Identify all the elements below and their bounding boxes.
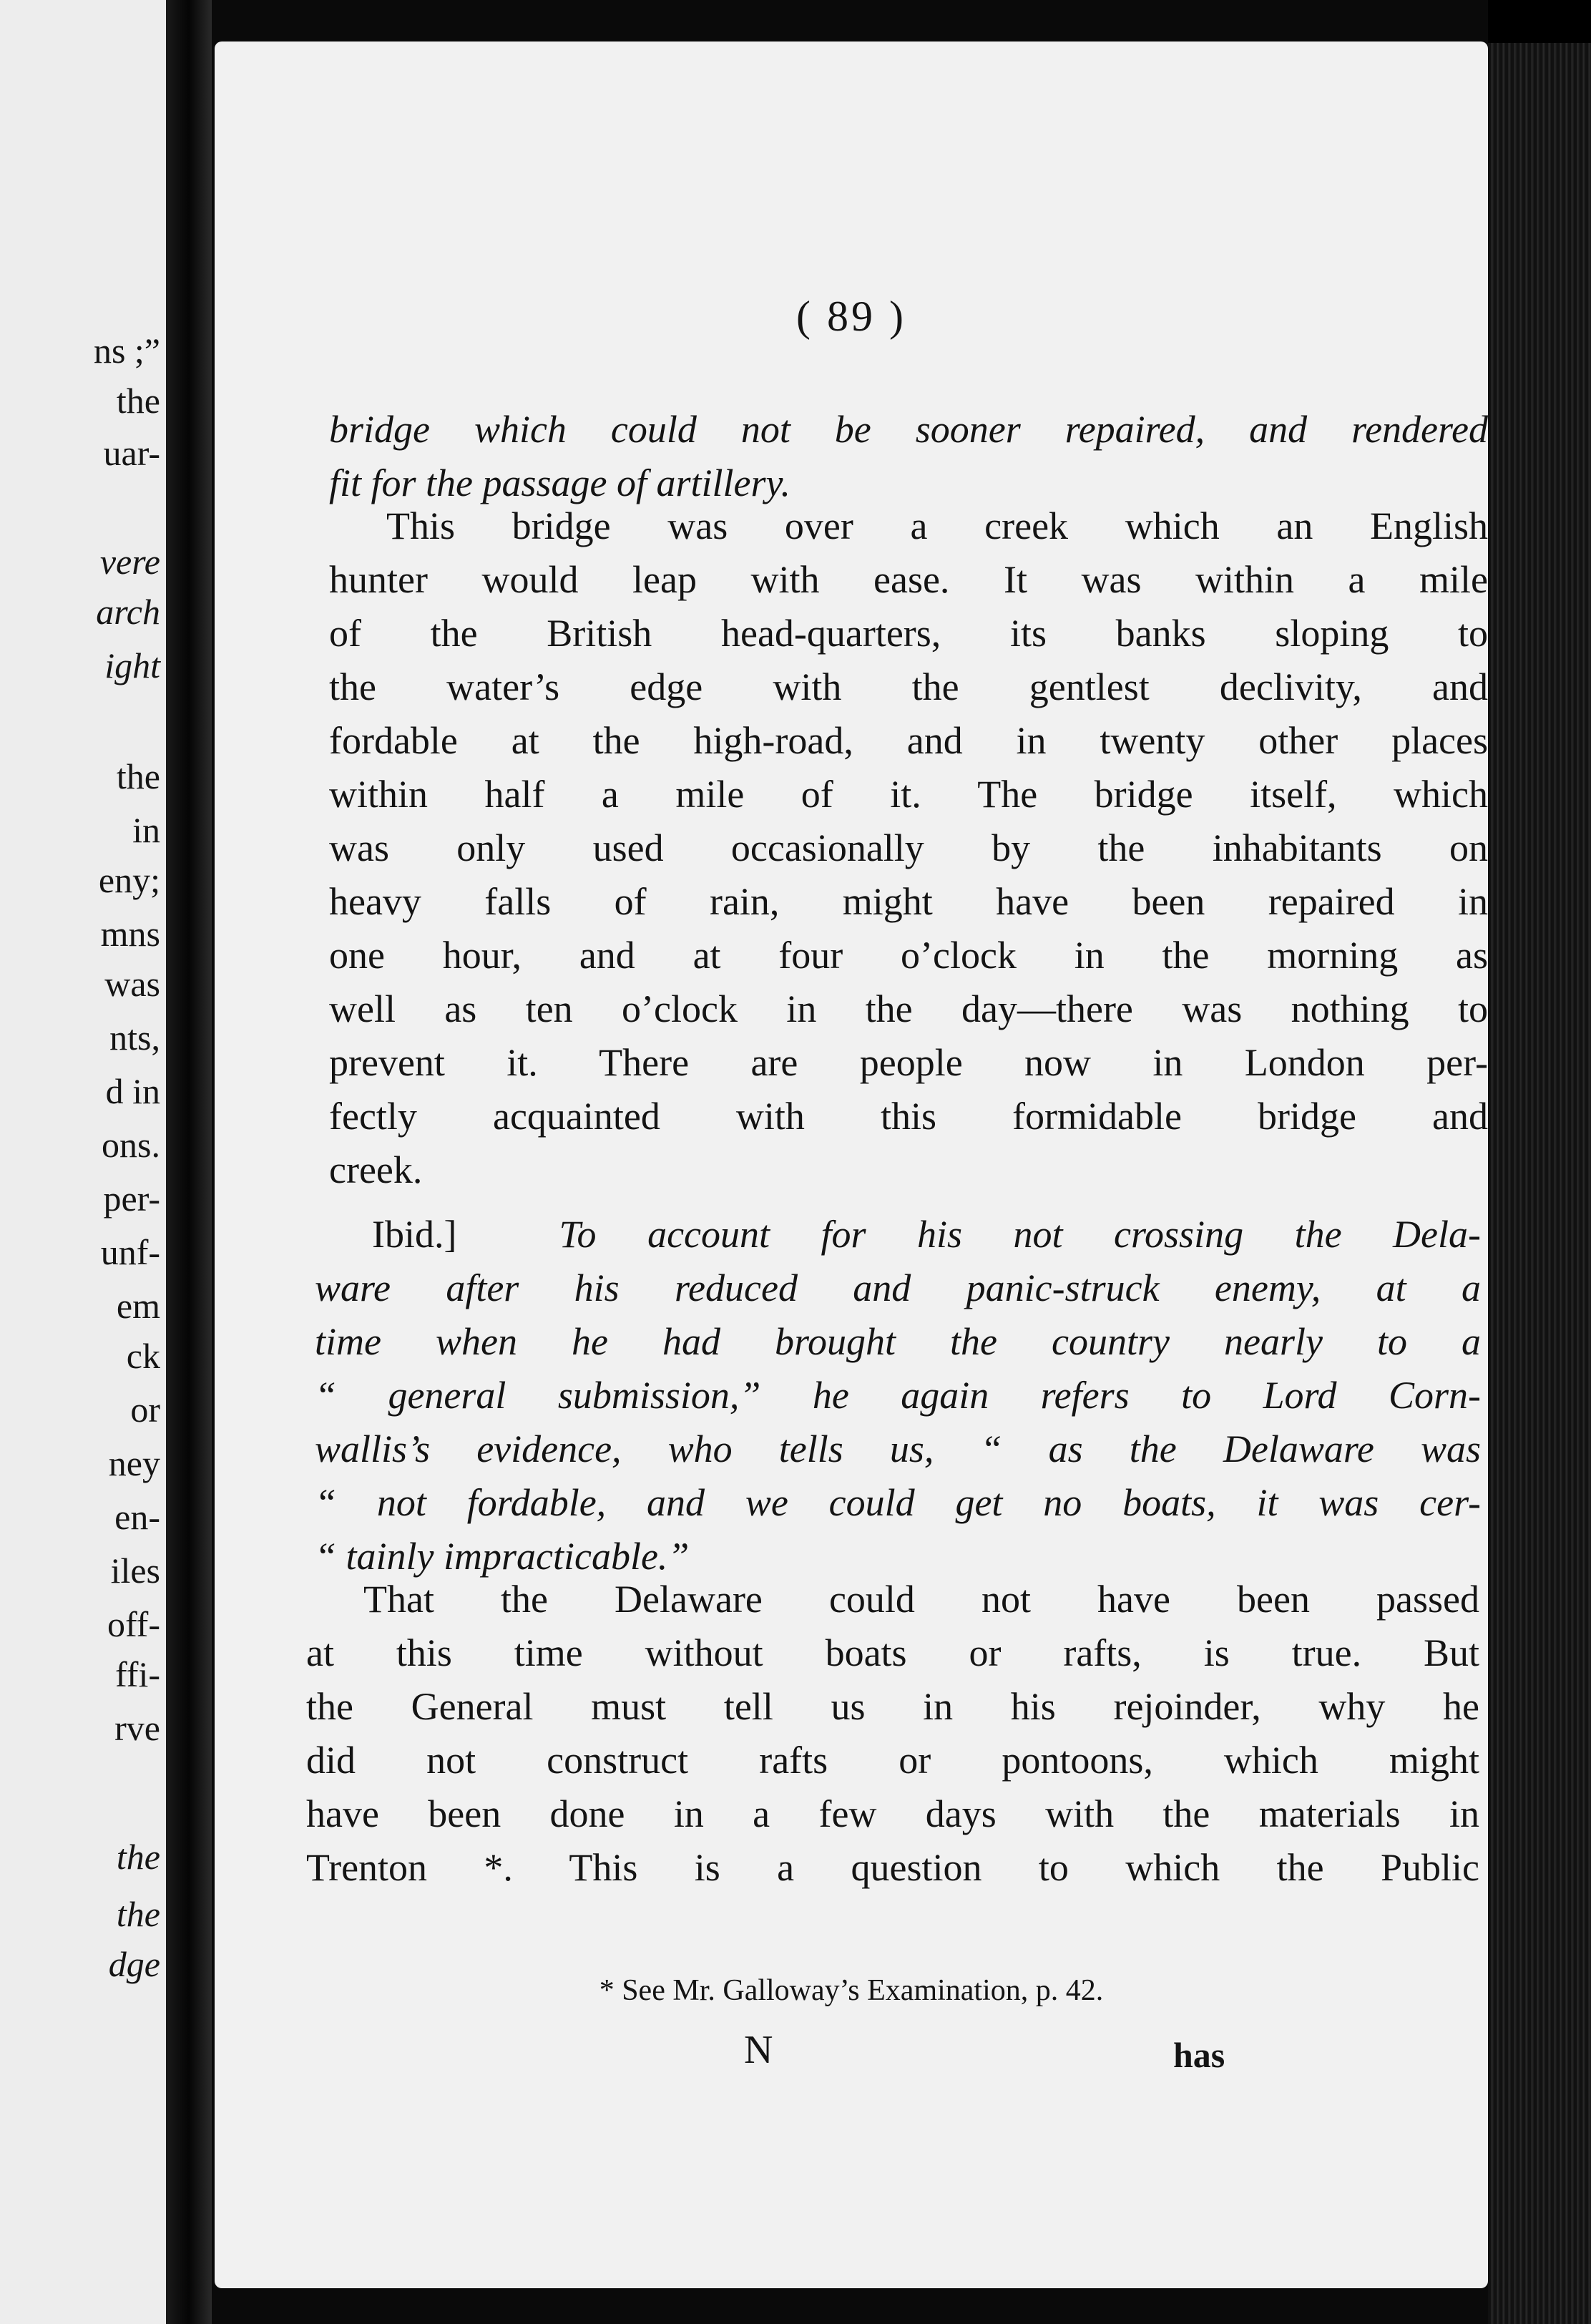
- text-line: This bridge was over a creek which an English: [386, 504, 1488, 547]
- text-line: within half a mile of it. The bridge itself, which: [329, 773, 1488, 816]
- text-line: bridge which could not be sooner repaired, and rendered: [329, 408, 1488, 451]
- book-gutter: [166, 0, 212, 2324]
- paragraph-continuation: [329, 403, 1488, 510]
- text-line: was only used occasionally by the inhabitants on: [329, 826, 1488, 869]
- facing-page-fragment: rve: [114, 1708, 160, 1748]
- text-line: creek.: [329, 1148, 423, 1191]
- catchword: has: [1173, 2035, 1225, 2075]
- facing-page-fragment: iles: [110, 1551, 160, 1591]
- facing-page-fragment: ons.: [102, 1125, 160, 1165]
- text-line: heavy falls of rain, might have been repaired in: [329, 880, 1488, 923]
- facing-page-fragment: off-: [107, 1604, 160, 1644]
- facing-page-fragment: per-: [103, 1178, 160, 1219]
- facing-page-fragment: or: [130, 1390, 160, 1430]
- facing-page-fragment: eny;: [98, 860, 160, 900]
- facing-page-fragment: dge: [108, 1944, 160, 1984]
- facing-page-fragment: ck: [126, 1336, 160, 1376]
- facing-page-fragment: arch: [96, 592, 160, 632]
- facing-page-fragment: en-: [114, 1497, 160, 1537]
- facing-page-fragment: was: [104, 964, 160, 1004]
- facing-page-fragment: mns: [100, 914, 160, 954]
- facing-page-fragment: the: [116, 1894, 160, 1934]
- paragraph-ibid: [315, 1208, 1481, 1583]
- text-line: one hour, and at four o’clock in the morning as: [329, 934, 1488, 977]
- text-line: prevent it. There are people now in London per-: [329, 1041, 1488, 1084]
- text-line: the General must tell us in his rejoinder, why he: [306, 1685, 1479, 1728]
- facing-page-fragment: nts,: [109, 1017, 160, 1058]
- footnote: * See Mr. Galloway’s Examination, p. 42.: [599, 1974, 1104, 2007]
- facing-page-fragment: the: [116, 381, 160, 421]
- text-line: ware after his reduced and panic-struck enemy, at a: [315, 1266, 1481, 1309]
- facing-page: [0, 0, 166, 2324]
- text-line: wallis’s evidence, who tells us, “ as the Delaware was: [315, 1427, 1481, 1470]
- signature-mark: N: [744, 2028, 773, 2072]
- text-line: well as ten o’clock in the day—there was nothing to: [329, 987, 1488, 1030]
- text-line: That the Delaware could not have been passed: [363, 1578, 1479, 1621]
- page-edge-shadow: [1488, 0, 1591, 43]
- ibid-lead: Ibid.]: [372, 1213, 457, 1256]
- text-line: “ not fordable, and we could get no boats, it was cer-: [315, 1481, 1481, 1524]
- book-page: [215, 42, 1488, 2288]
- text-line: Trenton *. This is a question to which the Public: [306, 1846, 1479, 1889]
- text-line: time when he had brought the country nearly to a: [315, 1320, 1481, 1363]
- paragraph-delaware: [306, 1573, 1479, 1895]
- facing-page-fragment: uar-: [103, 433, 160, 473]
- text-line: did not construct rafts or pontoons, which might: [306, 1739, 1479, 1782]
- text-line: fectly acquainted with this formidable bridge and: [329, 1095, 1488, 1138]
- text-line: fordable at the high-road, and in twenty other places: [329, 719, 1488, 762]
- facing-page-fragment: em: [116, 1286, 160, 1326]
- page-edges: [1488, 43, 1591, 2324]
- facing-page-fragment: vere: [99, 542, 160, 582]
- text-line: “ general submission,” he again refers to Lord Corn-: [315, 1374, 1481, 1417]
- facing-page-fragment: ns ;”: [93, 331, 160, 371]
- text-line: hunter would leap with ease. It was within a mile: [329, 558, 1488, 601]
- text-line: have been done in a few days with the materials in: [306, 1792, 1479, 1835]
- facing-page-fragment: the: [116, 1837, 160, 1877]
- text-line: [315, 1208, 1481, 1261]
- text-line: at this time without boats or rafts, is true. But: [306, 1631, 1479, 1674]
- ibid-text: To account for his not crossing the Dela-: [559, 1213, 1482, 1256]
- text-line: the water’s edge with the gentlest declivity, and: [329, 665, 1488, 708]
- facing-page-fragment: ney: [108, 1443, 160, 1483]
- facing-page-fragment: unf-: [100, 1232, 160, 1272]
- facing-page-fragment: ight: [104, 645, 160, 685]
- facing-page-fragment: the: [116, 756, 160, 796]
- facing-page-fragment: d in: [105, 1071, 160, 1111]
- text-line: of the British head-quarters, its banks sloping to: [329, 612, 1488, 655]
- page-number: ( 89 ): [796, 293, 906, 340]
- facing-page-fragment: in: [132, 810, 160, 850]
- facing-page-fragment: ffi-: [115, 1654, 160, 1694]
- text-line: fit for the passage of artillery.: [329, 462, 790, 504]
- text-line: “ tainly impracticable.”: [315, 1535, 690, 1578]
- paragraph-bridge: [329, 499, 1488, 1197]
